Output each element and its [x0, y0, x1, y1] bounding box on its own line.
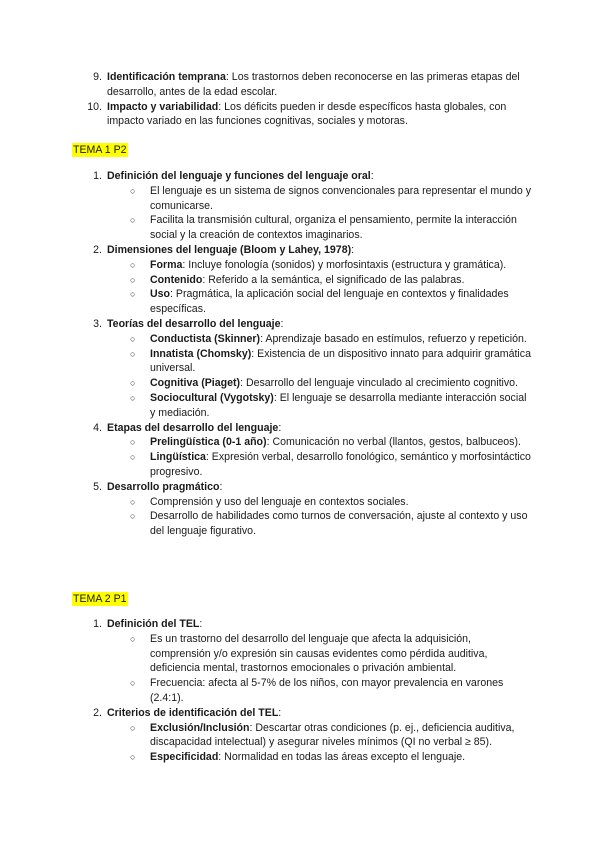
sub-text: : Normalidad en todas las áreas excepto el lenguaje.	[218, 751, 466, 764]
sub-list	[107, 632, 532, 706]
item-title: Impacto y variabilidad	[107, 100, 219, 113]
sub-title: Especificidad	[150, 751, 219, 764]
sub-list	[107, 184, 532, 243]
section-heading-tema1: TEMA 1 P2	[73, 144, 127, 156]
sub-list-item	[107, 347, 532, 377]
circle-bullet-icon: ○	[130, 392, 136, 403]
item-tail: :	[278, 421, 282, 434]
circle-bullet-icon: ○	[130, 437, 136, 448]
sub-list	[107, 332, 532, 421]
list-number: 2.	[93, 706, 102, 719]
circle-bullet-icon: ○	[130, 378, 136, 389]
circle-bullet-icon: ○	[130, 289, 136, 300]
sub-text: Frecuencia: afecta al 5-7% de los niños, con mayor prevalencia en varones (2.4:1).	[150, 677, 504, 704]
list-item	[72, 243, 532, 317]
list-item	[72, 421, 532, 480]
list-number: 4.	[93, 421, 102, 434]
sub-list-item	[107, 435, 532, 450]
circle-bullet-icon: ○	[130, 259, 136, 270]
sub-list	[107, 435, 532, 479]
circle-bullet-icon: ○	[130, 274, 136, 285]
sub-text: Comprensión y uso del lenguaje en contextos sociales.	[150, 495, 409, 508]
list-item	[72, 617, 532, 706]
circle-bullet-icon: ○	[130, 496, 136, 507]
sub-title: Conductista (Skinner)	[150, 332, 261, 345]
list-item	[72, 706, 532, 765]
list-item	[72, 70, 532, 100]
circle-bullet-icon: ○	[130, 348, 136, 359]
item-title: Dimensiones del lenguaje (Bloom y Lahey, 1978)	[107, 243, 352, 256]
sub-list-item	[107, 273, 532, 288]
sub-text: : Expresión verbal, desarrollo fonológico, semántico y morfosintáctico progresivo.	[150, 451, 531, 478]
sub-text: El lenguaje es un sistema de signos convencionales para representar el mundo y comunicarse.	[150, 184, 532, 212]
sub-list-item	[107, 632, 532, 676]
list-number: 3.	[93, 317, 102, 330]
list-item	[72, 169, 532, 243]
item-title: Identificación temprana	[107, 71, 226, 83]
intro-list	[72, 70, 532, 129]
sub-text: : Desarrollo del lenguaje vinculado al crecimiento cognitivo.	[240, 377, 519, 390]
sub-list-item	[107, 509, 532, 539]
sub-list-item	[107, 376, 532, 391]
list-number: 1.	[93, 170, 102, 182]
sub-text: : Referido a la semántica, el significado de las palabras.	[202, 273, 465, 286]
sub-title: Uso	[150, 288, 171, 301]
sub-list	[107, 721, 532, 765]
sub-text: : Aprendizaje basado en estímulos, refuerzo y repetición.	[260, 332, 527, 345]
sub-list-item	[107, 750, 532, 765]
circle-bullet-icon: ○	[130, 633, 136, 644]
item-title: Criterios de identificación del TEL	[107, 706, 279, 719]
sub-text: Es un trastorno del desarrollo del lenguaje que afecta la adquisición, comprensión y/o expresión sin causas evidentes como pérdida auditiva, deficiencia mental, trastornos emocionales o privación ambiental.	[150, 632, 488, 675]
sub-title: Forma	[150, 258, 183, 271]
sub-text: : El lenguaje se desarrolla mediante interacción social y mediación.	[150, 391, 527, 419]
sub-title: Sociocultural (Vygotsky)	[150, 391, 274, 404]
list-item	[72, 480, 532, 539]
item-title: Definición del lenguaje y funciones del lenguaje oral	[107, 170, 371, 182]
sub-text: Facilita la transmisión cultural, organiza el pensamiento, permite la interacción social y la creación de contextos imaginarios.	[150, 214, 517, 242]
sub-list-item	[107, 184, 532, 214]
list-item	[72, 100, 532, 130]
tema2-list	[72, 617, 532, 765]
sub-title: Contenido	[150, 273, 203, 286]
section-heading-tema2: TEMA 2 P1	[73, 593, 127, 605]
item-tail: :	[278, 706, 282, 719]
list-number: 9.	[93, 71, 102, 83]
sub-list-item	[107, 450, 532, 480]
item-tail: :	[351, 243, 355, 256]
list-number: 2.	[93, 243, 102, 256]
circle-bullet-icon: ○	[130, 722, 136, 733]
sub-text: : Pragmática, la aplicación social del lenguaje en contextos y finalidades específicas.	[150, 288, 509, 316]
item-title: Definición del TEL	[107, 618, 200, 630]
list-item	[72, 317, 532, 421]
sub-list-item	[107, 391, 532, 421]
sub-list-item	[107, 287, 532, 317]
sub-list-item	[107, 676, 532, 706]
sub-list-item	[107, 721, 532, 751]
list-number: 5.	[93, 480, 102, 493]
sub-list-item	[107, 213, 532, 243]
item-tail: :	[370, 170, 374, 182]
sub-title: Exclusión/Inclusión	[150, 721, 250, 734]
list-number: 10.	[87, 100, 102, 113]
sub-list-item	[107, 332, 532, 347]
item-title: Desarrollo pragmático	[107, 480, 220, 493]
sub-text: : Comunicación no verbal (llantos, gestos, balbuceos).	[266, 436, 521, 449]
circle-bullet-icon: ○	[130, 185, 136, 196]
tema1-list	[72, 169, 532, 539]
item-text: : Los trastornos deben reconocerse en las primeras etapas del desarrollo, antes de la edad escolar.	[107, 71, 520, 98]
sub-list	[107, 495, 532, 539]
sub-title: Lingüística	[150, 451, 206, 464]
sub-title: Innatista (Chomsky)	[150, 347, 252, 360]
sub-title: Prelingüística (0-1 año)	[150, 436, 267, 449]
item-title: Etapas del desarrollo del lenguaje	[107, 421, 279, 434]
item-title: Teorías del desarrollo del lenguaje	[107, 317, 281, 330]
item-tail: :	[199, 618, 203, 630]
sub-text: : Descartar otras condiciones (p. ej., deficiencia auditiva, discapacidad intelectual) y asegurar niveles mínimos (QI no verbal ≥ 85).	[150, 721, 515, 749]
sub-text: Desarrollo de habilidades como turnos de conversación, ajuste al contexto y uso del lenguaje figurativo.	[150, 510, 528, 538]
circle-bullet-icon: ○	[130, 752, 136, 763]
sub-list-item	[107, 495, 532, 510]
list-number: 1.	[93, 618, 102, 630]
sub-text: : Incluye fonología (sonidos) y morfosintaxis (estructura y gramática).	[182, 258, 507, 271]
circle-bullet-icon: ○	[130, 678, 136, 689]
item-text: : Los déficits pueden ir desde específicos hasta globales, con impacto variado en las funciones cognitivas, sociales y motoras.	[107, 100, 507, 128]
item-tail: :	[280, 317, 284, 330]
item-tail: :	[219, 480, 223, 493]
sub-title: Cognitiva (Piaget)	[150, 377, 241, 390]
circle-bullet-icon: ○	[130, 452, 136, 463]
sub-text: : Existencia de un dispositivo innato para adquirir gramática universal.	[150, 347, 531, 375]
circle-bullet-icon: ○	[130, 215, 136, 226]
circle-bullet-icon: ○	[130, 333, 136, 344]
sub-list	[107, 258, 532, 317]
circle-bullet-icon: ○	[130, 511, 136, 522]
sub-list-item	[107, 258, 532, 273]
